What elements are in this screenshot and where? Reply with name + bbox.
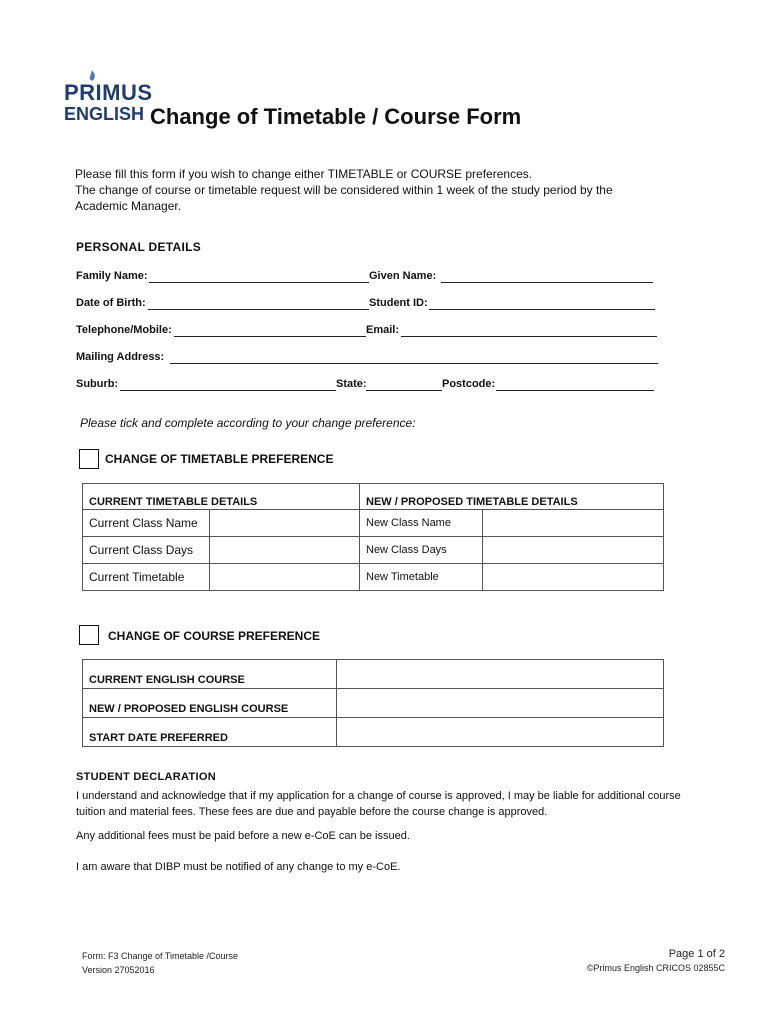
current-class-name-label: Current Class Name (83, 510, 210, 537)
row-dob (76, 297, 666, 313)
family-name-field[interactable] (149, 282, 369, 283)
footer-left (82, 949, 238, 977)
current-timetable-header: CURRENT TIMETABLE DETAILS (83, 484, 360, 510)
course-checkbox[interactable] (79, 625, 99, 645)
intro-line: Academic Manager. (75, 199, 182, 213)
declaration-line: I understand and acknowledge that if my application for a change of course is approved, I may be liable for additional course (76, 790, 681, 802)
telephone-label: Telephone/Mobile: (76, 324, 172, 336)
row-names (76, 270, 666, 286)
instruction-note: Please tick and complete according to your change preference: (80, 416, 416, 430)
dob-field[interactable] (148, 309, 369, 310)
table-row (83, 718, 664, 747)
postcode-label: Postcode: (442, 378, 496, 390)
version: Version 27052016 (82, 965, 155, 975)
current-timetable-field[interactable] (210, 564, 360, 591)
new-timetable-header: NEW / PROPOSED TIMETABLE DETAILS (360, 484, 664, 510)
declaration-paragraph (76, 788, 716, 820)
postcode-field[interactable] (496, 390, 654, 391)
personal-details-heading: PERSONAL DETAILS (76, 240, 202, 254)
copyright: ©Primus English CRICOS 02855C (586, 963, 725, 973)
row-mailing (76, 351, 666, 367)
dob-label: Date of Birth: (76, 297, 146, 309)
intro-text (75, 166, 695, 214)
logo-primus: PRIMUS (64, 80, 153, 105)
email-label: Email: (366, 324, 400, 336)
current-class-days-label: Current Class Days (83, 537, 210, 564)
email-field[interactable] (401, 336, 657, 337)
current-timetable-label: Current Timetable (83, 564, 210, 591)
state-field[interactable] (366, 390, 442, 391)
intro-line: The change of course or timetable request will be considered within 1 week of the study period by the (75, 183, 613, 197)
suburb-label: Suburb: (76, 378, 119, 390)
intro-line: Please fill this form if you wish to change either TIMETABLE or COURSE preferences. (75, 167, 533, 181)
new-class-days-label: New Class Days (360, 537, 483, 564)
table-row (83, 537, 664, 564)
given-name-field[interactable] (441, 282, 653, 283)
new-class-name-label: New Class Name (360, 510, 483, 537)
state-label: State: (336, 378, 367, 390)
declaration-heading: STUDENT DECLARATION (76, 771, 216, 783)
timetable-checkbox[interactable] (79, 449, 99, 469)
table-row (83, 564, 664, 591)
suburb-field[interactable] (120, 390, 336, 391)
declaration-fees: Any additional fees must be paid before a new e-CoE can be issued. (76, 830, 410, 842)
new-course-field[interactable] (337, 689, 664, 718)
given-name-label: Given Name: (369, 270, 437, 282)
telephone-field[interactable] (174, 336, 366, 337)
table-row (83, 510, 664, 537)
footer-right (587, 947, 725, 975)
new-timetable-label: New Timetable (360, 564, 483, 591)
current-class-name-field[interactable] (210, 510, 360, 537)
new-course-label: NEW / PROPOSED ENGLISH COURSE (83, 689, 337, 718)
new-class-days-field[interactable] (483, 537, 664, 564)
student-id-label: Student ID: (369, 297, 428, 309)
form-id: Form: F3 Change of Timetable /Course (82, 951, 239, 961)
course-heading: CHANGE OF COURSE PREFERENCE (108, 629, 321, 643)
table-row (83, 660, 664, 689)
student-id-field[interactable] (429, 309, 655, 310)
row-contact (76, 324, 666, 340)
family-name-label: Family Name: (76, 270, 148, 282)
start-date-field[interactable] (337, 718, 664, 747)
course-table (82, 659, 664, 747)
current-course-label: CURRENT ENGLISH COURSE (83, 660, 337, 689)
declaration-dibp: I am aware that DIBP must be notified of any change to my e-CoE. (76, 861, 401, 873)
current-class-days-field[interactable] (210, 537, 360, 564)
new-class-name-field[interactable] (483, 510, 664, 537)
current-course-field[interactable] (337, 660, 664, 689)
timetable-table (82, 483, 664, 591)
mailing-field[interactable] (170, 363, 658, 364)
page-title: Change of Timetable / Course Form (150, 104, 522, 129)
timetable-heading: CHANGE OF TIMETABLE PREFERENCE (105, 452, 334, 466)
logo-english: ENGLISH (64, 104, 145, 124)
mailing-label: Mailing Address: (76, 351, 165, 363)
table-row (83, 689, 664, 718)
declaration-line: tuition and material fees. These fees are due and payable before the course change is approved. (76, 806, 548, 818)
page-number: Page 1 of 2 (668, 948, 725, 960)
row-suburb (76, 378, 666, 394)
new-timetable-field[interactable] (483, 564, 664, 591)
start-date-label: START DATE PREFERRED (83, 718, 337, 747)
